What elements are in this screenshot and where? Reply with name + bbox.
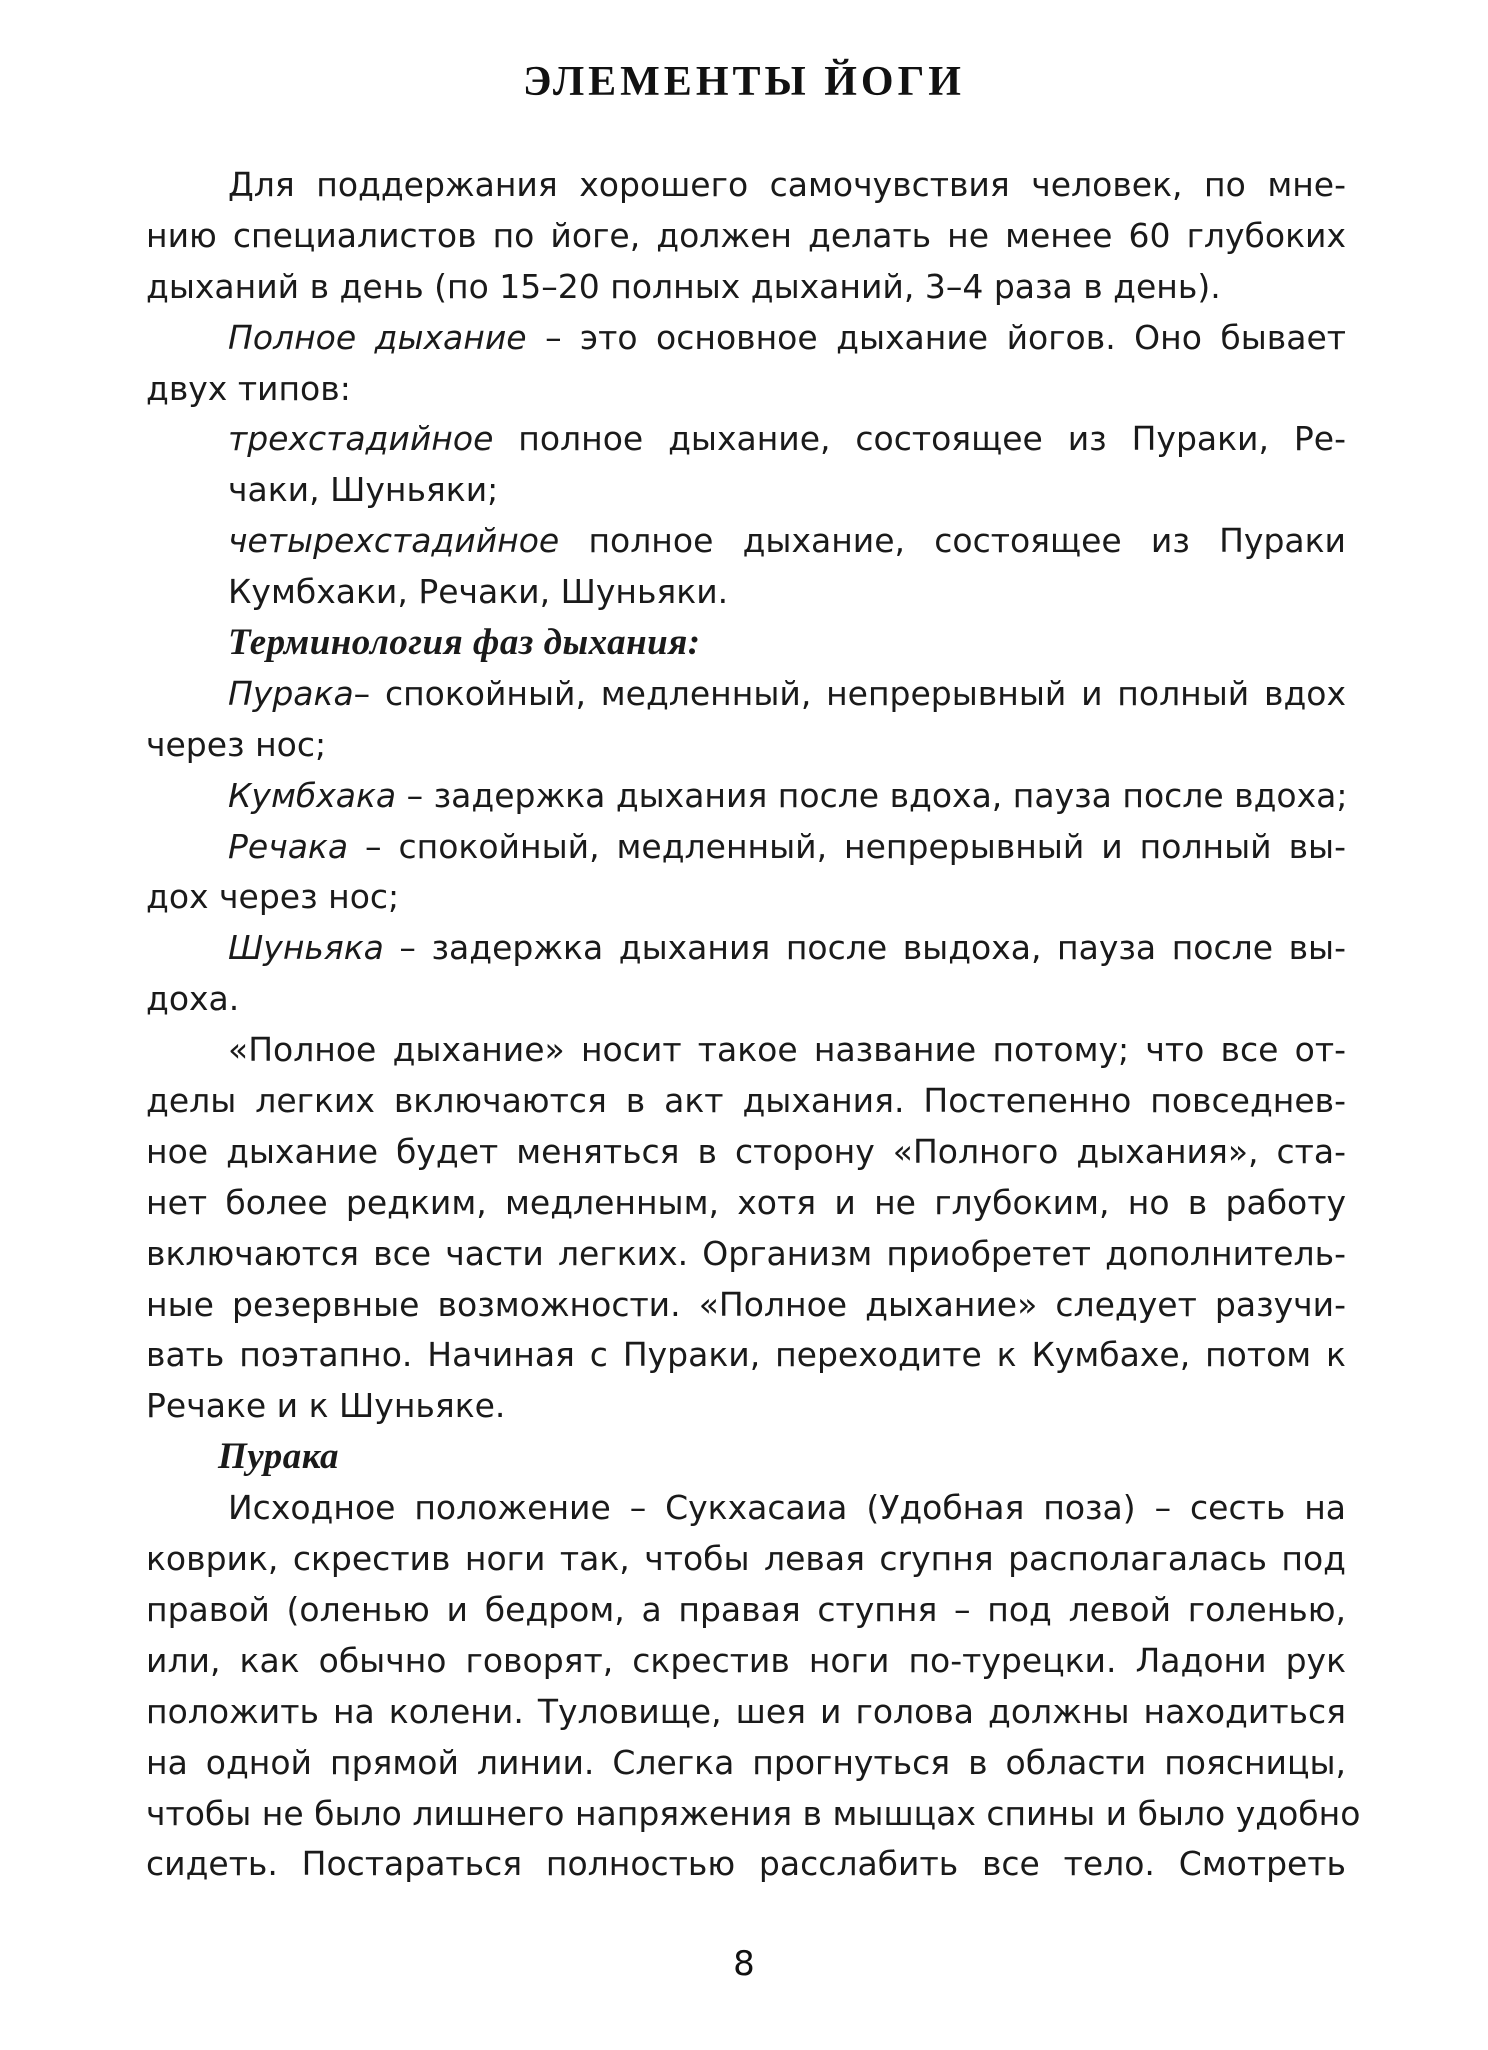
paragraph-line: «Полное дыхание» носит такое название потому; что все от- <box>228 1030 1346 1070</box>
paragraph-line: чтобы не было лишнего напряжения в мышцах спины и было удобно <box>146 1793 1361 1833</box>
paragraph-line: или, как обычно говорят, скрестив ноги по-турецки. Ладони рук <box>146 1640 1346 1680</box>
paragraph-line: ные резервные возможности. «Полное дыхание» следует разучи- <box>146 1284 1346 1324</box>
paragraph-line: правой (оленью и бедром, а правая ступня – под левой голенью, <box>146 1589 1346 1629</box>
paragraph-line <box>146 822 1346 873</box>
paragraph-line <box>146 414 1346 465</box>
definition-text: – задержка дыхания после выдоха, пауза после вы- <box>383 928 1346 968</box>
paragraph-line: на одной прямой линии. Слегка прогнуться в области поясницы, <box>146 1742 1346 1782</box>
paragraph-line: через нос; <box>146 724 327 764</box>
term-kumbhaka: Кумбхака <box>228 775 397 815</box>
paragraph-line <box>146 669 1346 720</box>
definition-text: полное дыхание, состоящее из Пураки, Ре- <box>493 419 1346 459</box>
paragraph-line: делы легких включаются в акт дыхания. Постепенно повседнев- <box>146 1081 1346 1121</box>
section-heading-puraka: Пурака <box>218 1436 340 1478</box>
paragraph-line: чаки, Шуньяки; <box>228 470 499 510</box>
term-three-stage: трехстадийное <box>228 419 494 459</box>
paragraph-line: Исходное положение – Сукхасаиа (Удобная поза) – сесть на <box>228 1488 1346 1528</box>
paragraph-line: дыханий в день (по 15–20 полных дыханий, 3–4 раза в день). <box>146 266 1221 306</box>
page-title: ЭЛЕМЕНТЫ ЙОГИ <box>523 59 965 105</box>
paragraph-line: Речаке и к Шуньяке. <box>146 1386 506 1426</box>
paragraph-line: Кумбхаки, Речаки, Шуньяки. <box>228 572 729 612</box>
paragraph-line: двух типов: <box>146 368 351 408</box>
paragraph-line: сидеть. Постараться полностью расслабить все тело. Смотреть <box>146 1844 1346 1884</box>
paragraph-line: нет более редким, медленным, хотя и не глубоким, но в работу <box>146 1182 1346 1222</box>
term-puraka: Пурака <box>228 673 354 713</box>
term-shunyaka: Шуньяка <box>228 928 384 968</box>
paragraph-line: включаются все части легких. Организм приобретет дополнитель- <box>146 1233 1346 1273</box>
paragraph-line: нию специалистов по йоге, должен делать не менее 60 глубоких <box>146 215 1346 255</box>
definition-text: полное дыхание, состоящее из Пураки <box>559 521 1346 561</box>
term-four-stage: четырехстадийное <box>228 521 560 561</box>
paragraph-line: положить на колени. Туловище, шея и голова должны находиться <box>146 1691 1346 1731</box>
definition-text: – спокойный, медленный, непрерывный и полный вы- <box>348 826 1346 866</box>
paragraph-line <box>146 516 1346 567</box>
term-full-breath: Полное дыхание <box>228 317 527 357</box>
paragraph-line <box>146 771 1346 822</box>
definition-text: – задержка дыхания после вдоха, пауза после вдоха; <box>396 775 1348 815</box>
paragraph-line: доха. <box>146 979 240 1019</box>
paragraph-line: коврик, скрестив ноги так, чтобы левая сryпня располагалась под <box>146 1539 1346 1579</box>
page-body <box>146 160 1361 1890</box>
definition-text: – спокойный, медленный, непрерывный и полный вдох <box>353 673 1346 713</box>
page-number: 8 <box>733 1944 755 1984</box>
section-heading-terminology: Терминология фаз дыхания: <box>228 622 701 664</box>
paragraph-line: Для поддержания хорошего самочувствия человек, по мне- <box>228 165 1346 204</box>
term-rechaka: Речака <box>228 826 349 866</box>
paragraph-line: вать поэтапно. Начиная с Пураки, переходите к Кумбахе, потом к <box>146 1335 1346 1375</box>
paragraph-line <box>146 923 1346 974</box>
paragraph-line: дох через нос; <box>146 877 400 917</box>
paragraph-line <box>146 313 1346 364</box>
definition-text: – это основное дыхание йогов. Оно бывает <box>526 317 1346 357</box>
paragraph-line: ное дыхание будет меняться в сторону «Полного дыхания», ста- <box>146 1131 1346 1171</box>
